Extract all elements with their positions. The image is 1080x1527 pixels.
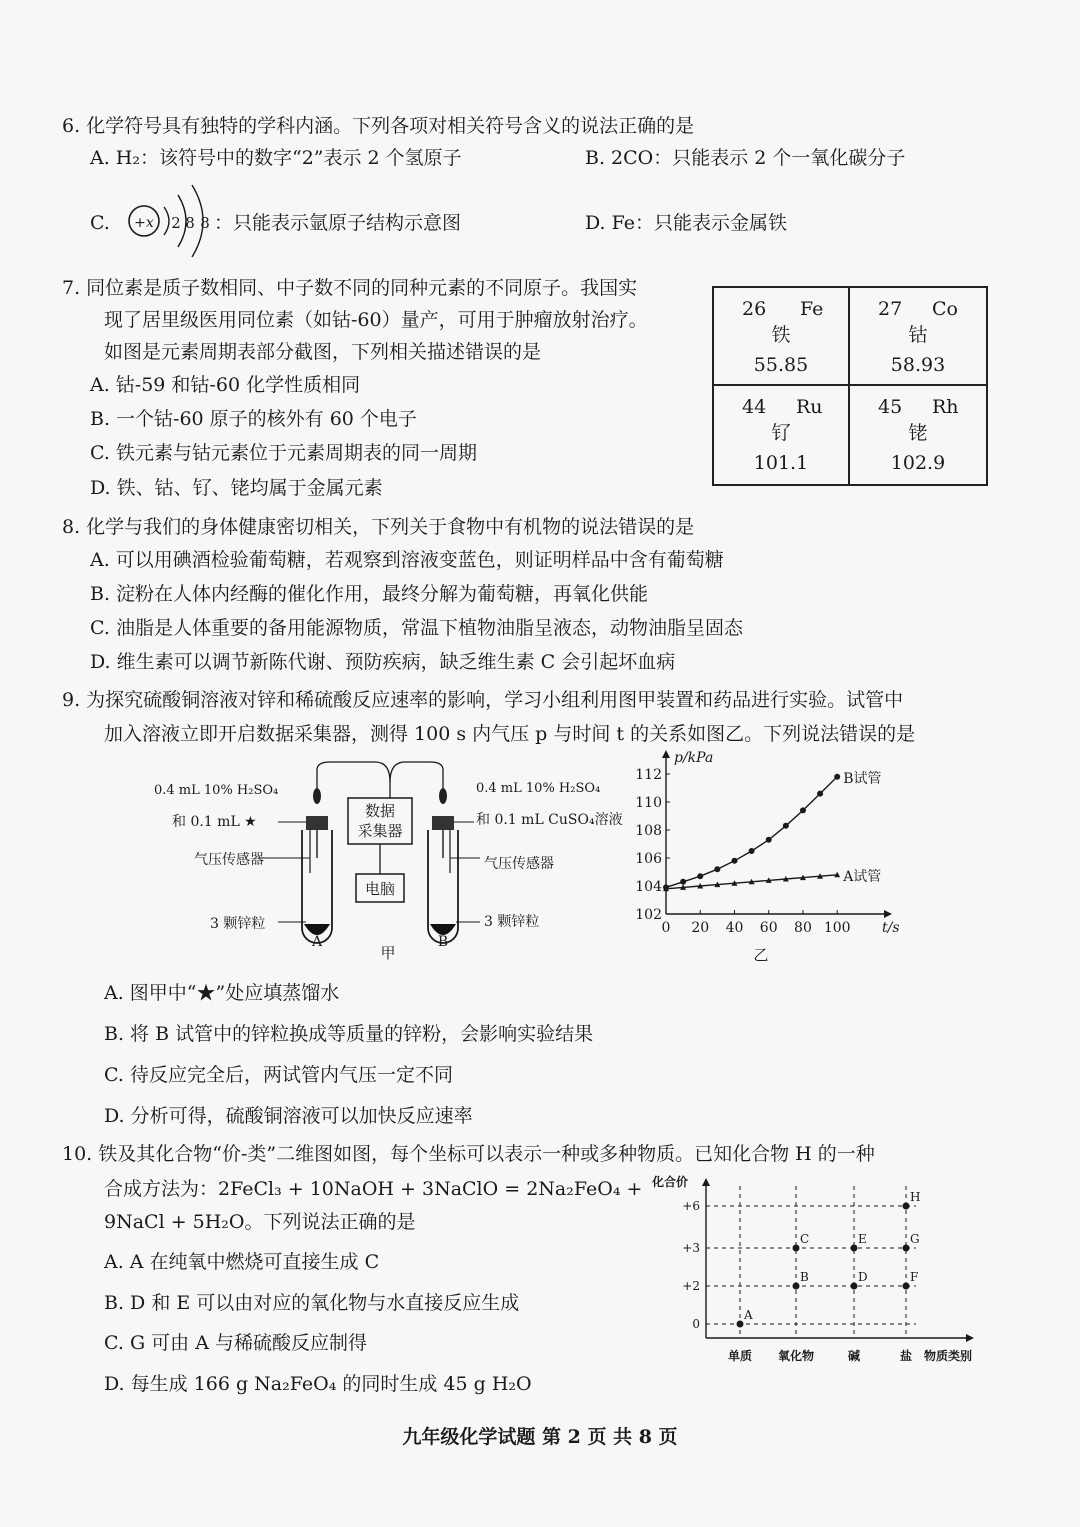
q6-option-c-text: ：只能表示氩原子结构示意图 <box>214 212 462 234</box>
x-axis-label: t/s <box>882 920 900 936</box>
periodic-table-excerpt <box>712 286 988 486</box>
point-label-b: B <box>800 1270 809 1284</box>
x-axis-label: 物质类别 <box>923 1349 972 1363</box>
y-tick-label: 112 <box>635 767 662 783</box>
element-name: 钴 <box>908 324 928 346</box>
element-name: 钌 <box>771 422 791 444</box>
q7-option-b: B. 一个钴-60 原子的核外有 60 个电子 <box>90 408 417 430</box>
tube-a-label: A <box>311 934 323 950</box>
q7-option-c: C. 铁元素与钴元素位于元素周期表的同一周期 <box>90 442 477 464</box>
x-tick-label: 0 <box>661 920 671 936</box>
data-point-b <box>834 774 840 780</box>
q8-option-a: A. 可以用碘酒检验葡萄糖，若观察到溶液变蓝色，则证明样品中含有葡萄糖 <box>90 549 724 571</box>
x-tick-label: 40 <box>725 920 744 936</box>
pressure-time-chart <box>628 748 908 970</box>
left-reagent-label: 0.4 mL 10% H₂SO₄ <box>154 783 279 798</box>
point-label-e: E <box>858 1232 867 1246</box>
y-tick-label: 106 <box>635 851 662 867</box>
valence-class-chart <box>648 1172 1008 1372</box>
atomic-number: 45 <box>878 396 903 418</box>
point-f <box>903 1283 910 1290</box>
q6-option-a: A. H₂：该符号中的数字“2”表示 2 个氢原子 <box>90 147 462 169</box>
data-point-b <box>766 837 772 843</box>
series-label-a: A试管 <box>843 868 882 885</box>
y-tick-label: 110 <box>635 795 662 811</box>
q9-option-d: D. 分析可得，硫酸铜溶液可以加快反应速率 <box>104 1105 473 1127</box>
x-tick-label: 单质 <box>727 1349 753 1363</box>
x-tick-label: 氧化物 <box>777 1349 815 1363</box>
x-axis-arrow <box>884 910 892 918</box>
element-symbol: Ru <box>796 396 823 418</box>
left-sensor-label: 气压传感器 <box>194 852 264 868</box>
element-symbol: Rh <box>932 396 959 418</box>
point-label-a: A <box>744 1308 753 1322</box>
y-axis-arrow <box>662 750 670 758</box>
data-point-b <box>714 866 720 872</box>
point-label-d: D <box>858 1270 868 1284</box>
y-tick-label: +6 <box>682 1199 700 1213</box>
y-tick-label: +2 <box>682 1279 700 1293</box>
data-point-b <box>680 879 686 885</box>
data-point-b <box>800 807 806 813</box>
data-point-b <box>783 823 789 829</box>
q10-stem-line3: 9NaCl + 5H₂O。下列说法正确的是 <box>104 1211 416 1233</box>
y-axis-label: 化合价 <box>652 1175 689 1189</box>
test-tube-b <box>428 788 458 943</box>
point-b <box>793 1283 800 1290</box>
data-point-b <box>749 848 755 854</box>
atomic-number: 26 <box>742 298 767 320</box>
q9-stem-line2: 加入溶液立即开启数据采集器，测得 100 s 内气压 p 与时间 t 的关系如图乙。下列说法错误的是 <box>104 723 916 745</box>
y-tick-label: 104 <box>635 879 662 895</box>
y-tick-label: +3 <box>682 1241 700 1255</box>
y-tick-label: 0 <box>692 1317 700 1331</box>
right-sensor-label: 气压传感器 <box>484 856 554 872</box>
q7-option-d: D. 铁、钴、钌、铑均属于金属元素 <box>90 477 383 499</box>
point-label-f: F <box>910 1270 919 1284</box>
data-point-b <box>697 873 703 879</box>
q9-option-c: C. 待反应完全后，两试管内气压一定不同 <box>104 1064 453 1086</box>
q9-option-b: B. 将 B 试管中的锌粒换成等质量的锌粉，会影响实验结果 <box>104 1023 594 1045</box>
q10-stem-line1: 10. 铁及其化合物“价-类”二维图如图，每个坐标可以表示一种或多种物质。已知化合物 H 的一种 <box>62 1143 875 1165</box>
element-symbol: Co <box>932 298 958 320</box>
q10-option-d: D. 每生成 166 g Na₂FeO₄ 的同时生成 45 g H₂O <box>104 1373 532 1395</box>
left-reagent-label-2: 和 0.1 mL ★ <box>172 814 257 830</box>
y-axis-label: p/kPa <box>674 750 714 766</box>
page-footer: 九年级化学试题 第 2 页 共 8 页 <box>402 1426 678 1448</box>
q6-stem: 6. 化学符号具有独特的学科内涵。下列各项对相关符号含义的说法正确的是 <box>62 115 695 137</box>
atomic-mass: 58.93 <box>890 354 946 376</box>
data-point-b <box>731 858 737 864</box>
q8-option-b: B. 淀粉在人体内经酶的催化作用，最终分解为葡萄糖，再氧化供能 <box>90 583 649 605</box>
q6-option-c-label: C. <box>90 212 110 234</box>
q6-option-b: B. 2CO：只能表示 2 个一氧化碳分子 <box>585 147 906 169</box>
computer-label: 电脑 <box>364 880 396 898</box>
point-e <box>851 1245 858 1252</box>
atomic-mass: 55.85 <box>753 354 809 376</box>
q9-option-a: A. 图甲中“★”处应填蒸馏水 <box>104 982 340 1004</box>
point-h <box>903 1203 910 1210</box>
q10-option-a: A. A 在纯氧中燃烧可直接生成 C <box>104 1251 380 1273</box>
q7-stem-line3: 如图是元素周期表部分截图，下列相关描述错误的是 <box>104 341 542 363</box>
x-tick-label: 20 <box>691 920 710 936</box>
q8-option-c: C. 油脂是人体重要的备用能源物质，常温下植物油脂呈液态，动物油脂呈固态 <box>90 617 743 639</box>
atomic-mass: 102.9 <box>890 452 946 474</box>
right-reagent-label-2: 和 0.1 mL CuSO₄溶液 <box>476 812 623 828</box>
q8-option-d: D. 维生素可以调节新陈代谢、预防疾病，缺乏维生素 C 会引起坏血病 <box>90 651 676 673</box>
q8-stem: 8. 化学与我们的身体健康密切相关，下列关于食物中有机物的说法错误的是 <box>62 516 695 538</box>
q7-stem-line1: 7. 同位素是质子数相同、中子数不同的同种元素的不同原子。我国实 <box>62 277 638 299</box>
point-label-c: C <box>800 1232 810 1246</box>
y-axis-arrow <box>702 1178 710 1186</box>
data-point-b <box>817 791 823 797</box>
nucleus-charge: +x <box>134 215 154 231</box>
q10-option-b: B. D 和 E 可以由对应的氧化物与水直接反应生成 <box>104 1292 520 1314</box>
shell-3-electrons: 8 <box>200 214 210 232</box>
apparatus-figure <box>150 758 630 968</box>
q9-stem-line1: 9. 为探究硫酸铜溶液对锌和稀硫酸反应速率的影响，学习小组利用图甲装置和药品进行实验。试管中 <box>62 689 904 711</box>
x-tick-label: 碱 <box>847 1349 861 1363</box>
q6-option-d: D. Fe：只能表示金属铁 <box>585 212 788 234</box>
y-tick-label: 102 <box>635 907 662 923</box>
series-line-b <box>666 777 837 888</box>
q7-stem-line2: 现了居里级医用同位素（如钴-60）量产，可用于肿瘤放射治疗。 <box>104 309 648 331</box>
figure-yi-caption: 乙 <box>753 946 769 964</box>
test-tube-a <box>302 788 332 943</box>
point-a <box>737 1321 744 1328</box>
point-g <box>903 1245 910 1252</box>
point-c <box>793 1245 800 1252</box>
element-name: 铁 <box>771 324 791 346</box>
atomic-number: 27 <box>878 298 903 320</box>
x-axis-arrow <box>966 1334 974 1342</box>
q10-stem-line2: 合成方法为：2FeCl₃ + 10NaOH + 3NaClO = 2Na₂FeO₄ + <box>104 1178 643 1200</box>
series-label-b: B试管 <box>843 770 882 787</box>
atomic-mass: 101.1 <box>753 452 809 474</box>
x-tick-label: 盐 <box>899 1349 913 1363</box>
data-collector-label-2: 采集器 <box>357 822 403 840</box>
q10-option-c: C. G 可由 A 与稀硫酸反应制得 <box>104 1332 367 1354</box>
right-reagent-label: 0.4 mL 10% H₂SO₄ <box>476 781 601 796</box>
data-collector-label-1: 数据 <box>364 802 396 820</box>
left-zinc-label: 3 颗锌粒 <box>210 916 266 932</box>
right-zinc-label: 3 颗锌粒 <box>484 914 540 930</box>
x-tick-label: 60 <box>759 920 778 936</box>
atomic-number: 44 <box>742 396 767 418</box>
element-symbol: Fe <box>800 298 824 320</box>
x-tick-label: 80 <box>794 920 812 936</box>
tube-b-label: B <box>437 934 449 950</box>
point-label-h: H <box>910 1190 921 1204</box>
point-label-g: G <box>910 1232 920 1246</box>
figure-jia-caption: 甲 <box>380 944 396 962</box>
x-tick-label: 100 <box>823 920 851 936</box>
shell-2-electrons: 8 <box>185 214 195 232</box>
q7-option-a: A. 钴-59 和钴-60 化学性质相同 <box>90 374 361 396</box>
point-d <box>851 1283 858 1290</box>
shell-1-electrons: 2 <box>171 214 181 232</box>
y-tick-label: 108 <box>635 823 662 839</box>
element-name: 铑 <box>908 422 928 444</box>
